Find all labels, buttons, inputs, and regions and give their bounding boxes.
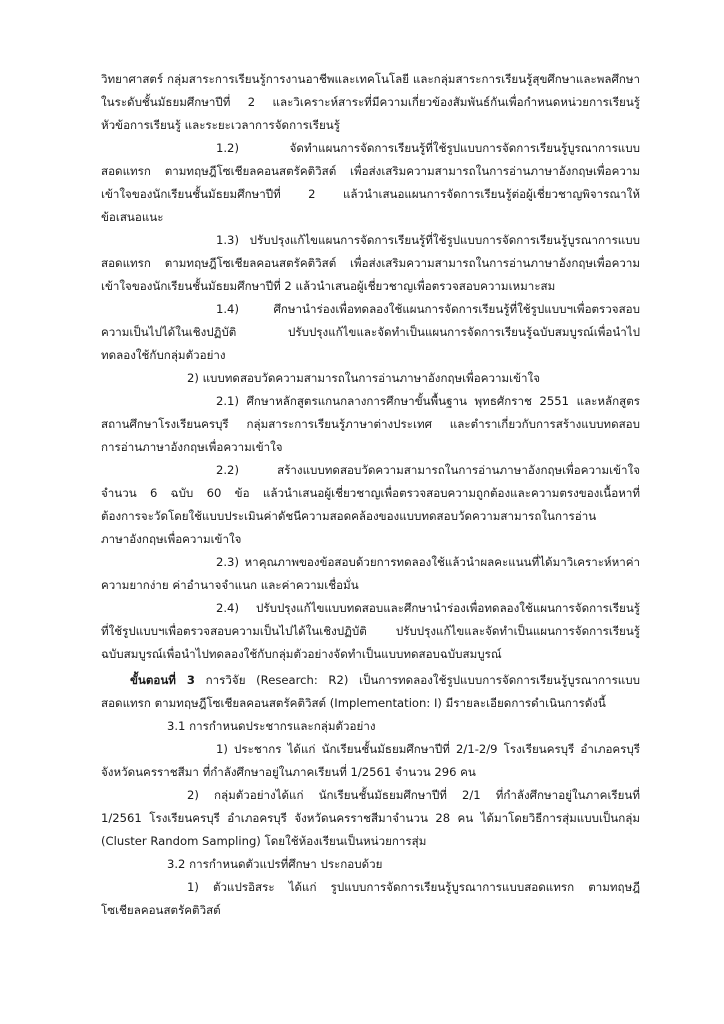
text-line: สถานศึกษาโรงเรียนครบุรี กลุ่มสาระการเรียนรู้ภาษาต่างประเทศ และตำราเกี่ยวกับการสร้างแบบทดสอบ	[101, 417, 640, 431]
text-line: 1/2561 โรงเรียนครบุรี อำเภอครบุรี จังหวัดนครราชสีมาจำนวน 28 คน ได้มาโดยวิธีการสุ่มแบบเป็นกลุ่ม	[101, 811, 640, 825]
text-line: ทดลองใช้กับกลุ่มตัวอย่าง	[101, 348, 226, 362]
text-line: ข้อเสนอแนะ	[101, 210, 164, 224]
text-line: 2.2) สร้างแบบทดสอบวัดความสามารถในการอ่านภาษาอังกฤษเพื่อความเข้าใจ	[216, 463, 640, 477]
text-line: สอดแทรก ตามทฤษฎีโซเชียลคอนสตรัคติวิสต์ เพื่อส่งเสริมความสามารถในการอ่านภาษาอังกฤษเพื่อความ	[101, 164, 640, 178]
text-line: 1) ประชากร ได้แก่ นักเรียนชั้นมัธยมศึกษาปีที่ 2/1-2/9 โรงเรียนครบุรี อำเภอครบุรี	[216, 742, 640, 756]
text-line: 1.4) ศึกษานำร่องเพื่อทดลองใช้แผนการจัดการเรียนรู้ที่ใช้รูปแบบฯเพื่อตรวจสอบ	[216, 302, 640, 316]
text-line: ที่ใช้รูปแบบฯเพื่อตรวจสอบความเป็นไปได้ในเชิงปฏิบัติ ปรับปรุงแก้ไขและจัดทำเป็นแผนการจัดการเรียนรู้	[101, 624, 640, 638]
step-text: การวิจัย (Research: R2) เป็นการทดลองใช้รูปแบบการจัดการเรียนรู้บูรณาการแบบ	[194, 673, 640, 687]
text-line: 1.3) ปรับปรุงแก้ไขแผนการจัดการเรียนรู้ที่ใช้รูปแบบการจัดการเรียนรู้บูรณาการแบบ	[216, 233, 640, 247]
text-line: จำนวน 6 ฉบับ 60 ข้อ แล้วนำเสนอผู้เชี่ยวชาญเพื่อตรวจสอบความถูกต้องและความตรงของเนื้อหาที่	[101, 486, 640, 500]
text-line: ต้องการจะวัดโดยใช้แบบประเมินค่าดัชนีความสอดคล้องของแบบทดสอบวัดความสามารถในการอ่าน	[101, 509, 597, 523]
text-line: 3.2 การกำหนดตัวแปรที่ศึกษา ประกอบด้วย	[167, 857, 383, 871]
text-line: (Cluster Random Sampling) โดยใช้ห้องเรียนเป็นหน่วยการสุ่ม	[101, 834, 427, 848]
text-line: 2.1) ศึกษาหลักสูตรแกนกลางการศึกษาขั้นพื้นฐาน พุทธศักราช 2551 และหลักสูตร	[216, 394, 640, 408]
text-line: 2.4) ปรับปรุงแก้ไขแบบทดสอบและศึกษานำร่องเพื่อทดลองใช้แผนการจัดการเรียนรู้	[216, 601, 640, 615]
text-line: ฉบับสมบูรณ์เพื่อนำไปทดลองใช้กับกลุ่มตัวอย่างจัดทำเป็นแบบทดสอบฉบับสมบูรณ์	[101, 647, 502, 661]
text-line: จังหวัดนครราชสีมา ที่กำลังศึกษาอยู่ในภาคเรียนที่ 1/2561 จำนวน 296 คน	[101, 765, 476, 779]
text-line: หัวข้อการเรียนรู้ และระยะเวลาการจัดการเรียนรู้	[101, 118, 340, 132]
text-line: สอดแทรก ตามทฤษฎีโซเชียลคอนสตรัคติวิสต์ (Implementation: I) มีรายละเอียดการดำเนินการดังนี้	[101, 696, 606, 710]
text-line: เข้าใจของนักเรียนชั้นมัธยมศึกษาปีที่ 2 แล้วนำเสนอผู้เชี่ยวชาญเพื่อตรวจสอบความเหมาะสม	[101, 279, 556, 293]
text-line: 2) แบบทดสอบวัดความสามารถในการอ่านภาษาอังกฤษเพื่อความเข้าใจ	[187, 371, 540, 385]
text-line: ในระดับชั้นมัธยมศึกษาปีที่ 2 และวิเคราะห์สาระที่มีความเกี่ยวข้องสัมพันธ์กันเพื่อกำหนดหน่วยการเรียนรู้	[101, 95, 640, 109]
text-line: 2) กลุ่มตัวอย่างได้แก่ นักเรียนชั้นมัธยมศึกษาปีที่ 2/1 ที่กำลังศึกษาอยู่ในภาคเรียนที่	[187, 788, 640, 802]
text-line: การอ่านภาษาอังกฤษเพื่อความเข้าใจ	[101, 440, 283, 454]
text-line: 1) ตัวแปรอิสระ ได้แก่ รูปแบบการจัดการเรียนรู้บูรณาการแบบสอดแทรก ตามทฤษฎี	[187, 880, 640, 894]
text-line: ภาษาอังกฤษเพื่อความเข้าใจ	[101, 532, 242, 546]
text-line: วิทยาศาสตร์ กลุ่มสาระการเรียนรู้การงานอาชีพและเทคโนโลยี และกลุ่มสาระการเรียนรู้สุขศึกษาและพลศึกษา	[101, 72, 640, 86]
text-line: ความยากง่าย ค่าอำนาจจำแนก และค่าความเชื่อมั่น	[101, 578, 359, 592]
text-line: สอดแทรก ตามทฤษฎีโซเชียลคอนสตรัคติวิสต์ เพื่อส่งเสริมความสามารถในการอ่านภาษาอังกฤษเพื่อความ	[101, 256, 640, 270]
text-line: 1.2) จัดทำแผนการจัดการเรียนรู้ที่ใช้รูปแบบการจัดการเรียนรู้บูรณาการแบบ	[216, 141, 640, 155]
text-line: เข้าใจของนักเรียนชั้นมัธยมศึกษาปีที่ 2 แล้วนำเสนอแผนการจัดการเรียนรู้ต่อผู้เชี่ยวชาญพิจารณาให้	[101, 187, 640, 201]
text-line: ความเป็นไปได้ในเชิงปฏิบัติ ปรับปรุงแก้ไขและจัดทำเป็นแผนการจัดการเรียนรู้ฉบับสมบูรณ์เพื่อนำไป	[101, 325, 640, 339]
step-3-line	[130, 669, 640, 692]
text-line: 3.1 การกำหนดประชากรและกลุ่มตัวอย่าง	[167, 719, 376, 733]
step-heading: ขั้นตอนที่ 3	[130, 673, 195, 687]
text-line: โซเชียลคอนสตรัคติวิสต์	[101, 903, 221, 917]
text-line: 2.3) หาคุณภาพของข้อสอบด้วยการทดลองใช้แล้วนำผลคะแนนที่ได้มาวิเคราะห์หาค่า	[216, 555, 640, 569]
